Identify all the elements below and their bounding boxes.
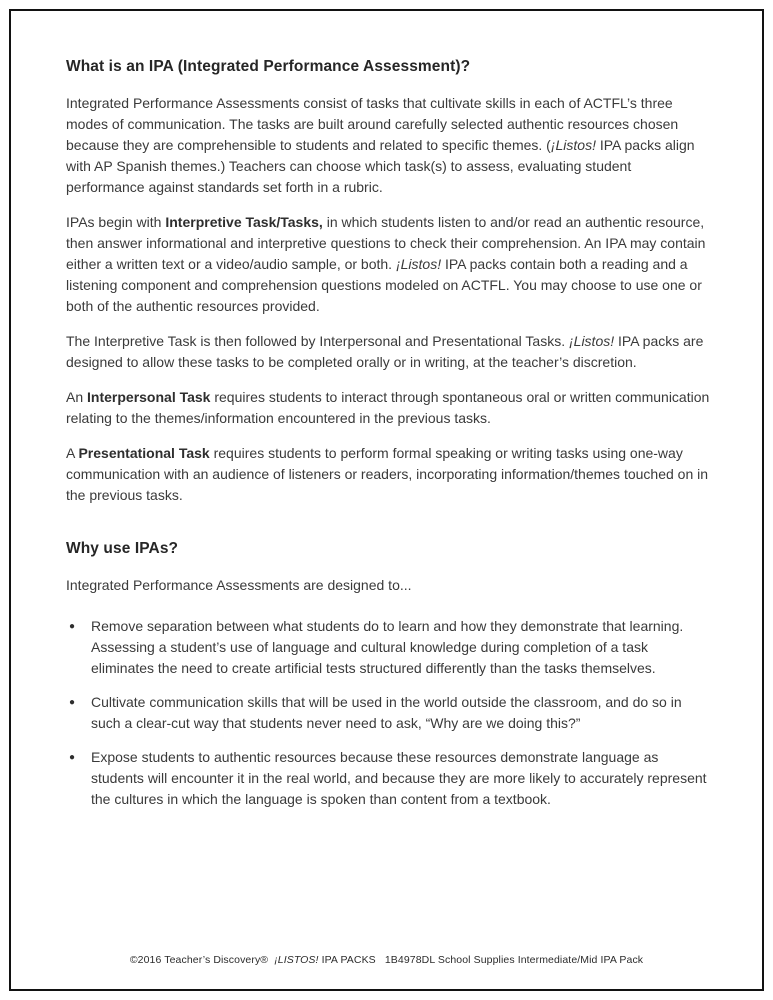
text-segment: IPAs begin with xyxy=(66,214,166,230)
bullet-icon: ● xyxy=(69,621,76,632)
text-segment-italic: ¡Listos! xyxy=(395,256,442,272)
text-segment: An xyxy=(66,389,88,405)
footer-product-info: IPA PACKS 1B4978DL School Supplies Intermediate/Mid IPA Pack xyxy=(318,954,644,966)
text-segment-bold: Presentational Task xyxy=(78,445,210,461)
text-segment: in which students listen to and/or read an authentic resource, then answer informational and interpretive questions to check their comprehension. An IPA may contain either a written text or a video/audio sample, or both. xyxy=(66,214,706,272)
section-what-is-ipa xyxy=(66,58,711,506)
bullet-item-expose-authentic xyxy=(66,747,711,810)
paragraph-task-order xyxy=(66,331,711,373)
intro-line: Integrated Performance Assessments are designed to... xyxy=(66,577,412,593)
bullet-item-cultivate-skills xyxy=(66,692,711,734)
section-why-use-ipas xyxy=(66,540,711,810)
section-heading-why-use-ipas: Why use IPAs? xyxy=(66,540,179,557)
text-segment-bold: Interpretive Task/Tasks, xyxy=(165,214,323,230)
text-segment-bold: Interpersonal Task xyxy=(87,389,211,405)
paragraph-overview xyxy=(66,93,711,198)
section-heading-what-is-ipa: What is an IPA (Integrated Performance Assessment)? xyxy=(66,58,471,75)
bullet-text: Expose students to authentic resources because these resources demonstrate language as students will encounter it in the real world, and because they are more likely to accurately represent the cultures in which the language is spoken than content from a textbook. xyxy=(91,749,707,807)
bullet-icon: ● xyxy=(69,697,76,708)
text-segment: IPA packs contain both a reading and a listening component and comprehension questions modeled on ACTFL. You may choose to use one or both of the authentic resources provided. xyxy=(66,256,702,314)
text-segment: IPA packs align with AP Spanish themes.) Teachers can choose which task(s) to assess, evaluating student performance against standards set forth in a rubric. xyxy=(66,137,695,195)
footer-brand: ¡LISTOS! xyxy=(274,954,319,966)
text-segment: requires students to interact through spontaneous oral or written communication relating to the themes/information encountered in the previous tasks. xyxy=(66,389,710,426)
text-segment: The Interpretive Task is then followed by Interpersonal and Presentational Tasks. xyxy=(66,333,569,349)
text-segment-italic: ¡Listos! xyxy=(569,333,615,349)
text-segment: A xyxy=(66,445,79,461)
footer-copyright: ©2016 Teacher’s Discovery® xyxy=(129,954,275,966)
bullet-text: Cultivate communication skills that will be used in the world outside the classroom, and do so in such a clear-cut way that students never need to ask, “Why are we doing this?” xyxy=(91,694,682,731)
text-segment-italic: ¡Listos! xyxy=(550,137,596,153)
page-content xyxy=(66,58,711,823)
paragraph-presentational-task xyxy=(66,443,711,506)
paragraph-interpersonal-task xyxy=(66,387,711,429)
text-segment: requires students to perform formal speaking or writing tasks using one-way communication with an audience of listeners or readers, incorporating information/themes touched on in the previous tasks. xyxy=(66,445,709,503)
bullet-item-remove-separation xyxy=(66,616,711,679)
page-footer xyxy=(0,954,773,966)
bullet-text: Remove separation between what students do to learn and how they demonstrate that learning. Assessing a student’s use of language and cultural knowledge during completion of a task eliminates the need to create artificial tests structured differently than the tasks themselves. xyxy=(91,618,684,676)
bullet-icon: ● xyxy=(69,752,76,763)
text-segment: IPA packs are designed to allow these tasks to be completed orally or in writing, at the teacher’s discretion. xyxy=(66,333,704,370)
text-segment: Integrated Performance Assessments consist of tasks that cultivate skills in each of ACTFL’s three modes of communication. The tasks are built around carefully selected authentic resources chosen because they are comprehensible to students and related to specific themes. ( xyxy=(66,95,679,153)
paragraph-interpretive-task xyxy=(66,212,711,317)
